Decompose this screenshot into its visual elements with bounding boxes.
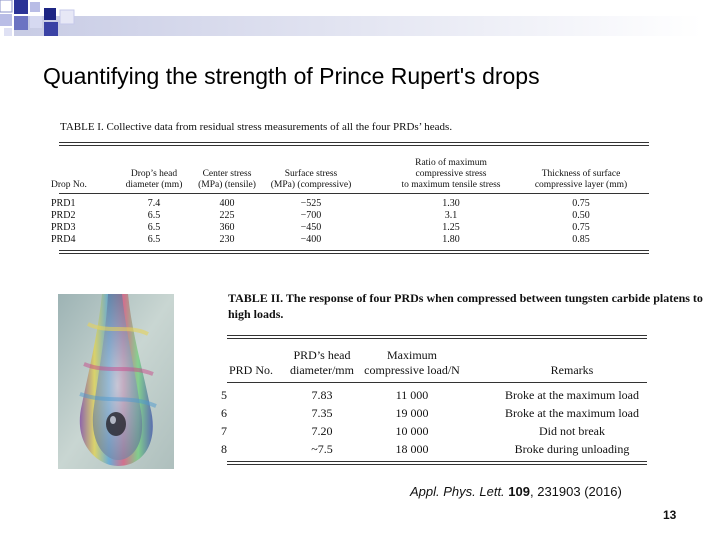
table2-cell: Did not break xyxy=(539,424,605,438)
table1-header xyxy=(51,146,649,193)
prince-rupert-drop-photo xyxy=(58,294,174,469)
table2-header-line: diameter/mm xyxy=(290,363,354,377)
table1-cell: 1.25 xyxy=(442,222,460,233)
table1-cell: PRD1 xyxy=(51,198,76,209)
table2-cell: 7.83 xyxy=(311,388,333,402)
table-row xyxy=(51,234,649,246)
table1-header-line: (MPa) (compressive) xyxy=(270,180,352,190)
table1-cell: 6.5 xyxy=(147,222,161,233)
table1-cell: 6.5 xyxy=(147,234,161,245)
citation-volume: 109 xyxy=(508,484,530,499)
table1-header-line: Ratio of maximum xyxy=(415,158,487,168)
table1-cell: 360 xyxy=(219,222,235,233)
table1-cell: 225 xyxy=(219,210,235,221)
table1-header-cell xyxy=(51,158,111,191)
table1-cell: 1.80 xyxy=(442,234,460,245)
table1-cell: 6.5 xyxy=(147,210,161,221)
table-row xyxy=(51,210,649,222)
table1-cell: PRD2 xyxy=(51,210,76,221)
table1-header-line xyxy=(256,158,366,169)
table1-top-rule xyxy=(59,142,649,143)
table1 xyxy=(51,142,649,254)
table2-caption: TABLE II. The response of four PRDs when compressed between tungsten carbide platens to high loads. xyxy=(228,291,703,321)
table2-body xyxy=(221,386,647,458)
table2-cell: 11 000 xyxy=(395,388,429,402)
table1-header-line: Drop No. xyxy=(51,180,87,190)
table1-body xyxy=(51,198,649,246)
table1-header-line xyxy=(511,158,651,169)
table2-header-line: Remarks xyxy=(550,363,594,377)
table-row xyxy=(221,386,647,404)
table1-header-cell xyxy=(371,158,531,191)
table1-header-line: Surface stress xyxy=(284,169,338,179)
table2-header-line xyxy=(487,348,657,363)
table1-header-line: Center stress xyxy=(202,169,252,179)
table1-cell: PRD4 xyxy=(51,234,76,245)
table1-cell: 0.85 xyxy=(572,234,590,245)
table2-header xyxy=(227,339,647,382)
table1-header-line: (MPa) (tensile) xyxy=(198,180,256,190)
table1-header-line xyxy=(51,169,111,180)
table2-cell: ~7.5 xyxy=(311,442,333,456)
table1-header-line: compressive stress xyxy=(415,169,487,179)
table2-cell: 19 000 xyxy=(395,406,429,420)
table1-cell: 1.30 xyxy=(442,198,460,209)
table2-cell: 6 xyxy=(221,406,227,420)
table-row xyxy=(51,222,649,234)
table2-cell: 5 xyxy=(221,388,227,402)
table1-cell: 400 xyxy=(219,198,235,209)
table2-header-line: PRD No. xyxy=(228,363,273,377)
table1-cell: 7.4 xyxy=(147,198,161,209)
table1-header-line: Thickness of surface xyxy=(541,169,621,179)
table-row xyxy=(51,198,649,210)
table-row xyxy=(221,404,647,422)
citation xyxy=(410,484,622,499)
table2-header-cell xyxy=(342,348,482,378)
table1-bottom-rule xyxy=(59,250,649,251)
table2-cell: 18 000 xyxy=(395,442,429,456)
table1-cell: 3.1 xyxy=(444,210,458,221)
table1-cell: 0.75 xyxy=(572,198,590,209)
citation-rest: , 231903 (2016) xyxy=(530,484,622,499)
table2-header-line: Maximum xyxy=(387,348,437,362)
table2-cell: Broke at the maximum load xyxy=(505,388,639,402)
citation-journal: Appl. Phys. Lett. xyxy=(410,484,505,499)
table1-cell: −525 xyxy=(300,198,322,209)
table1-caption: TABLE I. Collective data from residual stress measurements of all the four PRDs’ heads. xyxy=(60,121,453,133)
table1-cell: −700 xyxy=(300,210,322,221)
table2-cell: 7.35 xyxy=(311,406,333,420)
table2-cell: 7 xyxy=(221,424,227,438)
table2-cell: 8 xyxy=(221,442,227,456)
table-row xyxy=(221,422,647,440)
table1-header-line xyxy=(51,158,111,169)
table1-header-line: diameter (mm) xyxy=(125,180,183,190)
table2-cell: 10 000 xyxy=(395,424,429,438)
table2-top-rule xyxy=(227,335,647,336)
table1-bottom-rule-2 xyxy=(59,253,649,254)
table2-bottom-rule-2 xyxy=(227,464,647,465)
table1-cell: −450 xyxy=(300,222,322,233)
table2-cell: 7.20 xyxy=(311,424,333,438)
page-number: 13 xyxy=(663,508,677,522)
table1-cell: 0.75 xyxy=(572,222,590,233)
table2 xyxy=(221,335,647,465)
table2-header-line: PRD’s head xyxy=(293,348,351,362)
decorative-squares xyxy=(0,0,720,40)
table1-cell: 0.50 xyxy=(572,210,590,221)
slide-title: Quantifying the strength of Prince Rupert's drops xyxy=(43,63,540,89)
table1-header-cell xyxy=(256,158,366,191)
table2-bottom-rule xyxy=(227,461,647,462)
table1-cell: PRD3 xyxy=(51,222,76,233)
table1-header-line: compressive layer (mm) xyxy=(534,180,628,190)
table2-cell: Broke at the maximum load xyxy=(505,406,639,420)
table2-cell: Broke during unloading xyxy=(514,442,630,456)
table2-header-cell xyxy=(487,348,657,378)
table1-header-line: Drop’s head xyxy=(130,169,178,179)
table1-header-line: to maximum tensile stress xyxy=(401,180,501,190)
table1-header-cell xyxy=(511,158,651,191)
table1-cell: −400 xyxy=(300,234,322,245)
table1-cell: 230 xyxy=(219,234,235,245)
table-row xyxy=(221,440,647,458)
table2-header-line: compressive load/N xyxy=(364,363,460,377)
